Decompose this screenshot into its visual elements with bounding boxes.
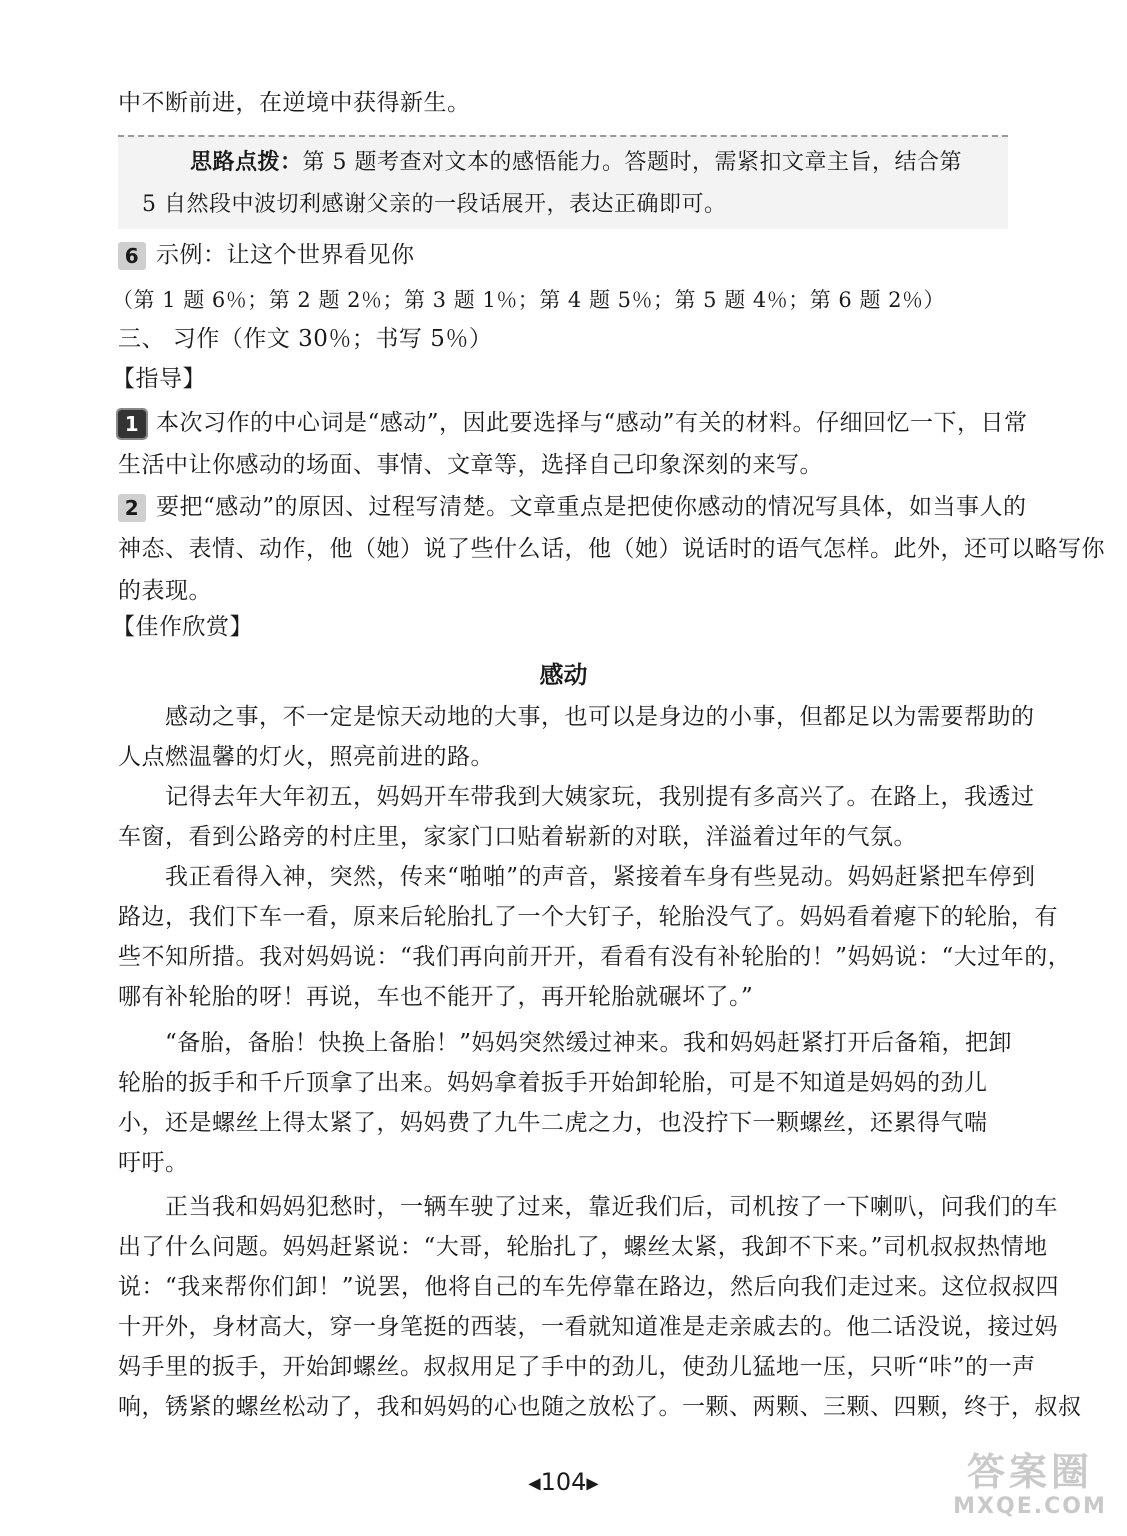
question-6 [118,240,415,270]
essay-line: 小，还是螺丝上得太紧了，妈妈费了九牛二虎之力，也没拧下一颗螺丝，还累得气喘 [118,1110,988,1136]
watermark-bottom: MXQE.COM [953,1494,1107,1519]
essay-line: 正当我和妈妈犯愁时，一辆车驶了过来，靠近我们后，司机按了一下喇叭，问我们的车 [165,1194,1058,1220]
appreciation-heading: 【佳作欣赏】 [112,614,253,640]
essay-line: 说：“我来帮你们卸！”说罢，他将自己的车先停靠在路边，然后向我们走过来。这位叔叔四 [118,1274,1060,1300]
score-line: （第 1 题 6％；第 2 题 2％；第 3 题 1％；第 4 题 5％；第 5 题 4％；第 6 题 2％） [112,288,945,312]
top-line: 中不断前进，在逆境中获得新生。 [118,90,471,116]
essay-line: 路边，我们下车一看，原来后轮胎扎了一个大钉子，轮胎没气了。妈妈看着瘪下的轮胎，有 [118,904,1058,930]
hint-label: 思路点拨： [190,150,303,175]
essay-line: 出了什么问题。妈妈赶紧说：“大哥，轮胎扎了，螺丝太紧，我卸不下来。”司机叔叔热情地 [118,1234,1048,1260]
essay-line: 响，锈紧的螺丝松动了，我和妈妈的心也随之放松了。一颗、两颗、三颗、四颗，终于，叔叔 [118,1394,1082,1420]
essay-line: 记得去年大年初五，妈妈开车带我到大姨家玩，我别提有多高兴了。在路上，我透过 [165,784,1035,810]
guide-1-badge: 1 [118,410,146,438]
guide-1-line-2: 生活中让你感动的场面、事情、文章等，选择自己印象深刻的来写。 [118,452,823,478]
guide-2-line-2: 神态、表情、动作，他（她）说了些什么话，他（她）说话时的语气怎样。此外，还可以略写你 [118,536,1105,562]
essay-line: 吁吁。 [118,1150,189,1176]
essay-line: 感动之事，不一定是惊天动地的大事，也可以是身边的小事，但都足以为需要帮助的 [165,704,1035,730]
page-next-arrow-icon: ▶ [586,1473,599,1493]
essay-line: 十开外，身材高大，穿一身笔挺的西装，一看就知道准是走亲戚去的。他二话没说，接过妈 [118,1314,1058,1340]
essay-line: 轮胎的扳手和千斤顶拿了出来。妈妈拿着扳手开始卸轮胎，可是不知道是妈妈的劲儿 [118,1070,988,1096]
essay-line: 妈手里的扳手，开始卸螺丝。叔叔用足了手中的劲儿，使劲儿猛地一压，只听“咔”的一声 [118,1354,1036,1380]
guide-1-line-1 [118,408,1028,438]
essay-line: 车窗，看到公路旁的村庄里，家家门口贴着崭新的对联，洋溢着过年的气氛。 [118,824,917,850]
guide-2-line-1 [118,492,1027,522]
hint-line-1 [190,148,962,178]
hint-text-1: 第 5 题考查对文本的感悟能力。答题时，需紧扣文章主旨，结合第 [302,150,963,175]
guide-2-text: 要把“感动”的原因、过程写清楚。文章重点是把使你感动的情况写具体，如当事人的 [156,494,1027,520]
guide-heading: 【指导】 [112,366,206,392]
essay-title: 感动 [539,661,588,689]
question-6-text: 示例：让这个世界看见你 [156,242,415,268]
watermark-top: 答案圈 [966,1450,1093,1494]
essay-line: “备胎，备胎！快换上备胎！”妈妈突然缓过神来。我和妈妈赶紧打开后备箱，把卸 [165,1030,1013,1056]
essay-line: 人点燃温馨的灯火，照亮前进的路。 [118,744,494,770]
guide-2-badge: 2 [118,494,146,522]
page-number-text: 104 [540,1468,587,1496]
section-3-heading: 三、 习作（作文 30％；书写 5％） [118,326,493,352]
essay-line: 些不知所措。我对妈妈说：“我们再向前开开，看看有没有补轮胎的！”妈妈说：“大过年的， [118,944,1072,970]
guide-1-text: 本次习作的中心词是“感动”，因此要选择与“感动”有关的材料。仔细回忆一下，日常 [156,410,1028,436]
essay-line: 我正看得入神，突然，传来“啪啪”的声音，紧接着车身有些晃动。妈妈赶紧把车停到 [165,864,1036,890]
question-6-badge: 6 [118,242,146,270]
hint-line-2: 5 自然段中波切利感谢父亲的一段话展开，表达正确即可。 [142,192,727,217]
watermark [945,1450,1115,1530]
page-prev-arrow-icon: ◀ [528,1473,541,1493]
essay-line: 哪有补轮胎的呀！再说，车也不能开了，再开轮胎就碾坏了。” [118,984,754,1010]
guide-2-line-3: 的表现。 [118,578,212,604]
